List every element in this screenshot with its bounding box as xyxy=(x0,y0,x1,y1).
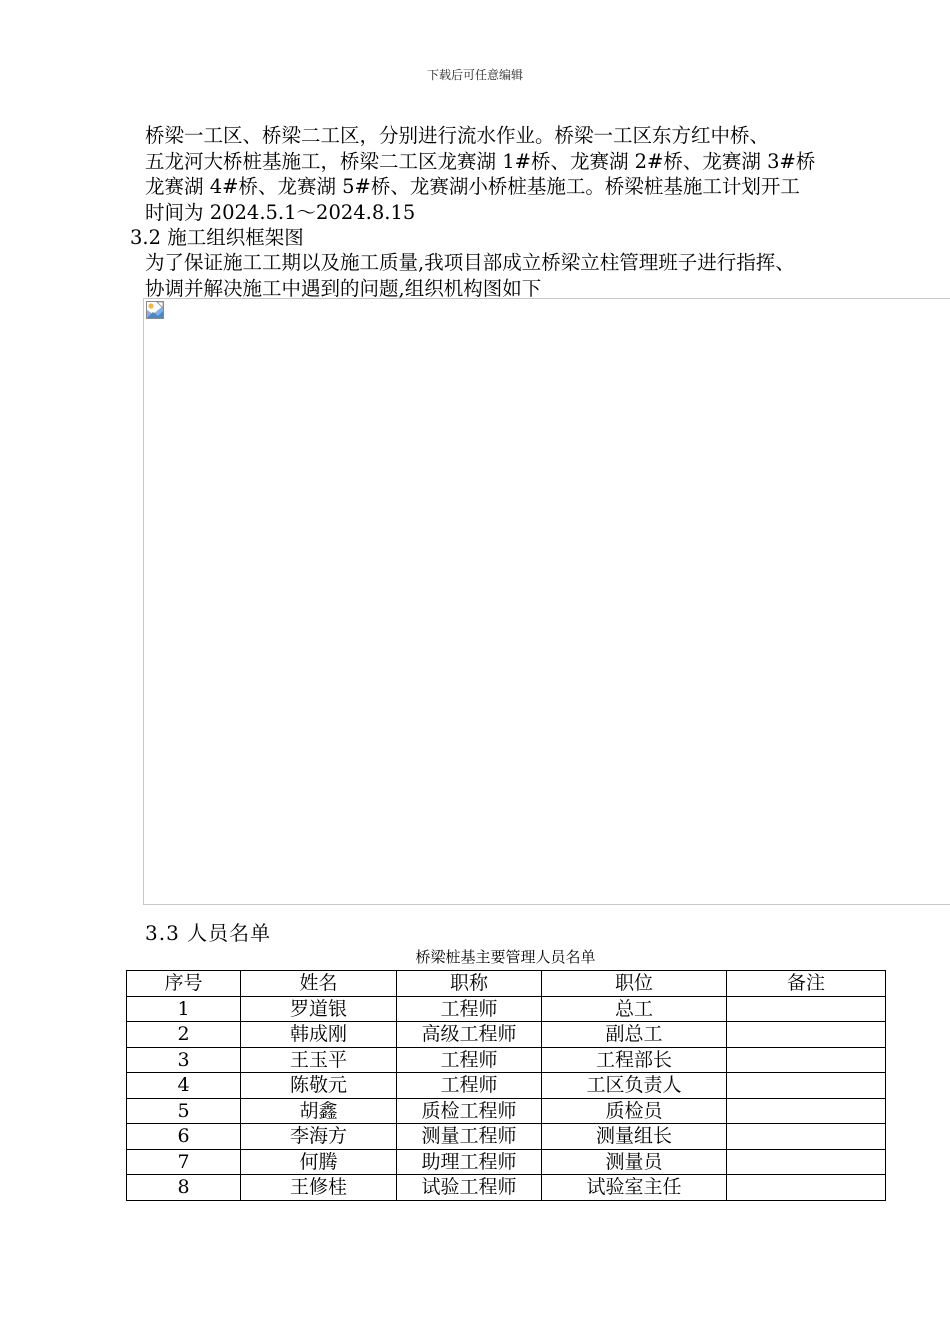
cell-title: 工程师 xyxy=(397,996,542,1022)
table-row xyxy=(127,1098,886,1124)
cell-name: 韩成刚 xyxy=(241,1022,397,1048)
cell-position: 副总工 xyxy=(542,1022,727,1048)
cell-title: 测量工程师 xyxy=(397,1124,542,1150)
section-3-2-paragraph xyxy=(145,250,925,301)
cell-name: 王玉平 xyxy=(241,1047,397,1073)
cell-position: 测量组长 xyxy=(542,1124,727,1150)
cell-remarks xyxy=(727,1149,886,1175)
cell-title: 质检工程师 xyxy=(397,1098,542,1124)
column-header-remarks: 备注 xyxy=(727,971,886,997)
paragraph-line: 协调并解决施工中遇到的问题,组织机构图如下 xyxy=(145,276,542,300)
table-row xyxy=(127,1073,886,1099)
cell-name: 罗道银 xyxy=(241,996,397,1022)
cell-remarks xyxy=(727,1022,886,1048)
cell-remarks xyxy=(727,1098,886,1124)
cell-position: 工区负责人 xyxy=(542,1073,727,1099)
cell-name: 陈敬元 xyxy=(241,1073,397,1099)
cell-remarks xyxy=(727,1175,886,1201)
cell-name: 胡鑫 xyxy=(241,1098,397,1124)
cell-index: 3 xyxy=(127,1047,241,1073)
cell-index: 6 xyxy=(127,1124,241,1150)
cell-index: 4 xyxy=(127,1073,241,1099)
table-row xyxy=(127,1022,886,1048)
column-header-index: 序号 xyxy=(127,971,241,997)
cell-remarks xyxy=(727,1047,886,1073)
cell-remarks xyxy=(727,1073,886,1099)
intro-paragraph xyxy=(145,123,925,225)
table-row xyxy=(127,1124,886,1150)
cell-position: 测量员 xyxy=(542,1149,727,1175)
cell-index: 7 xyxy=(127,1149,241,1175)
page-header: 下载后可任意编辑 xyxy=(426,68,523,82)
cell-position: 质检员 xyxy=(542,1098,727,1124)
cell-title: 高级工程师 xyxy=(397,1022,542,1048)
table-row xyxy=(127,1149,886,1175)
cell-name: 何腾 xyxy=(241,1149,397,1175)
staff-table xyxy=(126,970,886,1201)
column-header-name: 姓名 xyxy=(241,971,397,997)
cell-remarks xyxy=(727,996,886,1022)
cell-title: 助理工程师 xyxy=(397,1149,542,1175)
table-header-row xyxy=(127,971,886,997)
table-row xyxy=(127,1047,886,1073)
broken-image-icon xyxy=(146,301,164,319)
cell-position: 试验室主任 xyxy=(542,1175,727,1201)
cell-remarks xyxy=(727,1124,886,1150)
cell-index: 1 xyxy=(127,996,241,1022)
cell-position: 工程部长 xyxy=(542,1047,727,1073)
table-row xyxy=(127,1175,886,1201)
cell-title: 工程师 xyxy=(397,1047,542,1073)
cell-name: 王修桂 xyxy=(241,1175,397,1201)
cell-title: 试验工程师 xyxy=(397,1175,542,1201)
paragraph-line: 时间为 2024.5.1～2024.8.15 xyxy=(145,200,416,224)
paragraph-line: 为了保证施工工期以及施工质量,我项目部成立桥梁立柱管理班子进行指挥、 xyxy=(145,251,795,274)
cell-index: 8 xyxy=(127,1175,241,1201)
section-heading-3-3: 3.3 人员名单 xyxy=(145,921,272,945)
cell-index: 5 xyxy=(127,1098,241,1124)
cell-position: 总工 xyxy=(542,996,727,1022)
section-heading-3-2: 3.2 施工组织框架图 xyxy=(130,226,304,249)
column-header-position: 职位 xyxy=(542,971,727,997)
org-chart-image-placeholder xyxy=(143,298,950,905)
paragraph-line: 桥梁一工区、桥梁二工区，分别进行流水作业。桥梁一工区东方红中桥、 xyxy=(145,124,770,147)
table-title: 桥梁桩基主要管理人员名单 xyxy=(415,948,596,966)
column-header-title: 职称 xyxy=(397,971,542,997)
cell-name: 李海方 xyxy=(241,1124,397,1150)
cell-index: 2 xyxy=(127,1022,241,1048)
paragraph-line: 五龙河大桥桩基施工，桥梁二工区龙赛湖 1#桥、龙赛湖 2#桥、龙赛湖 3#桥 xyxy=(145,149,816,173)
cell-title: 工程师 xyxy=(397,1073,542,1099)
paragraph-line: 龙赛湖 4#桥、龙赛湖 5#桥、龙赛湖小桥桩基施工。桥梁桩基施工计划开工 xyxy=(145,175,800,198)
table-row xyxy=(127,996,886,1022)
